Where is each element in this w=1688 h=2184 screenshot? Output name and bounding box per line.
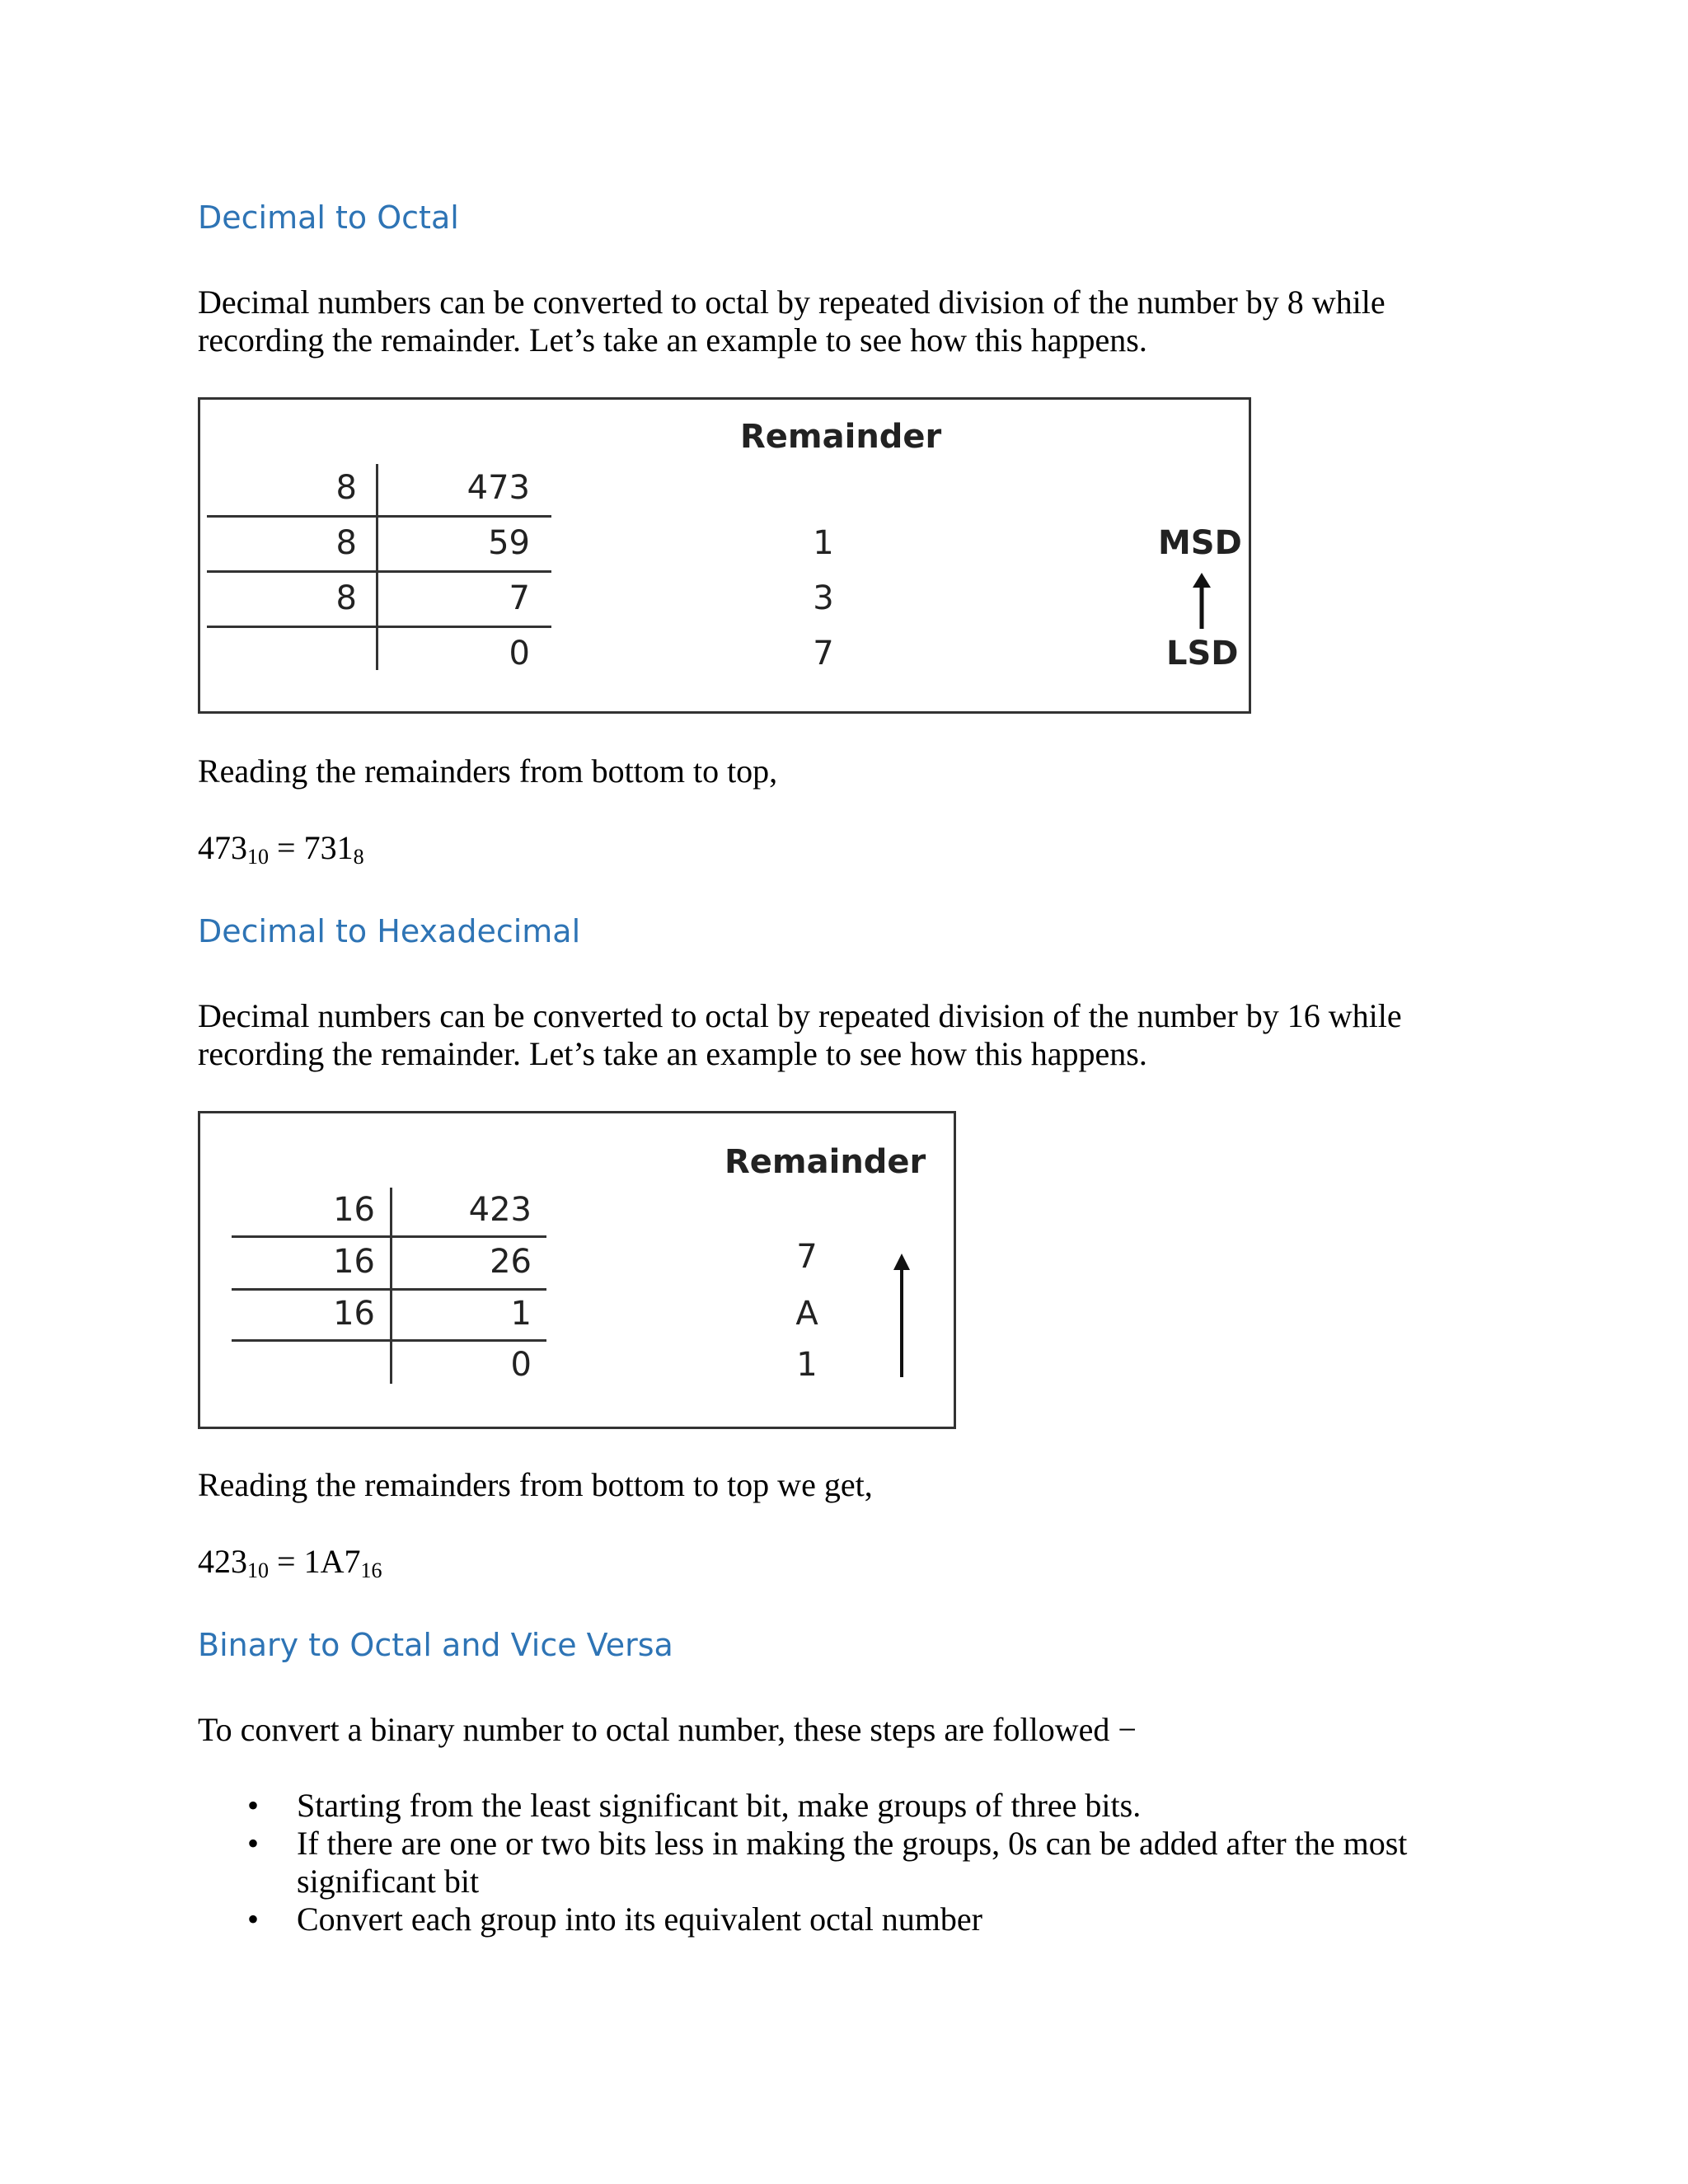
remainder-cell: 7: [796, 1238, 818, 1276]
division-vertical-line: [390, 1188, 392, 1384]
step-text: Starting from the least significant bit, make groups of three bits.: [297, 1787, 1142, 1824]
list-item: [198, 1900, 1451, 1938]
arrow-up-icon: [1189, 573, 1214, 630]
dividend-cell: 26: [490, 1243, 532, 1281]
equation-equals: =: [269, 1543, 304, 1580]
paragraph-binary-octal-intro: To convert a binary number to octal number, these steps are followed −: [198, 1711, 1137, 1748]
arrow-up-icon: [889, 1254, 914, 1379]
remainder-label: Remainder: [724, 1143, 926, 1181]
step-text: If there are one or two bits less in making the groups, 0s can be added after the most significant bit: [297, 1825, 1408, 1900]
steps-list: [198, 1787, 1451, 1938]
equation-rhs: 731: [303, 829, 354, 866]
paragraph-hex-reading: Reading the remainders from bottom to top we get,: [198, 1466, 873, 1503]
dividend-cell: 59: [488, 524, 530, 562]
equation-rhs-base: 8: [353, 845, 364, 869]
equation-equals: =: [269, 829, 304, 866]
equation-lhs: 423: [198, 1543, 247, 1580]
dividend-cell: 0: [510, 1346, 532, 1384]
dividend-cell: 473: [467, 469, 530, 507]
bullet-icon: •: [247, 1787, 260, 1824]
equation-rhs: 1A7: [303, 1543, 361, 1580]
bullet-icon: •: [247, 1825, 260, 1862]
figure-hex-division: [198, 1111, 956, 1429]
remainder-cell: 1: [813, 524, 834, 562]
division-line: [207, 515, 551, 518]
lsd-label: LSD: [1166, 635, 1239, 673]
divisor-cell: 8: [335, 469, 357, 507]
remainder-cell: A: [795, 1295, 818, 1333]
dividend-cell: 7: [509, 579, 530, 617]
bullet-icon: •: [247, 1900, 260, 1938]
dividend-cell: 1: [510, 1295, 532, 1333]
division-line: [207, 570, 551, 573]
step-text: Convert each group into its equivalent octal number: [297, 1900, 982, 1938]
dividend-cell: 0: [509, 635, 530, 673]
division-line: [207, 626, 551, 628]
remainder-cell: 7: [813, 635, 834, 673]
divisor-cell: 16: [333, 1243, 375, 1281]
dividend-cell: 423: [468, 1191, 532, 1229]
divisor-cell: 8: [335, 579, 357, 617]
figure-octal-division: [198, 397, 1251, 714]
division-line: [232, 1339, 546, 1342]
paragraph-hex-intro: Decimal numbers can be converted to octal by repeated division of the number by 16 while recording the remainder. Let’s take an example to see how this happens.: [198, 997, 1402, 1072]
equation-lhs: 473: [198, 829, 247, 866]
equation-hex-result: [198, 1542, 382, 1581]
list-item: [198, 1787, 1451, 1825]
remainder-cell: 1: [796, 1346, 818, 1384]
remainder-cell: 3: [813, 579, 834, 617]
heading-binary-to-octal: Binary to Octal and Vice Versa: [198, 1627, 673, 1663]
list-item: [198, 1825, 1451, 1900]
divisor-cell: 16: [333, 1295, 375, 1333]
paragraph-octal-intro: Decimal numbers can be converted to octal by repeated division of the number by 8 while recording the remainder. Let’s take an example to see how this happens.: [198, 284, 1386, 359]
equation-octal-result: [198, 828, 364, 867]
msd-label: MSD: [1158, 524, 1242, 562]
remainder-label: Remainder: [740, 418, 942, 456]
divisor-cell: 8: [335, 524, 357, 562]
paragraph-octal-reading: Reading the remainders from bottom to top,: [198, 752, 778, 790]
equation-rhs-base: 16: [360, 1558, 382, 1582]
equation-lhs-base: 10: [247, 1558, 269, 1582]
divisor-cell: 16: [333, 1191, 375, 1229]
division-vertical-line: [376, 464, 378, 670]
division-line: [232, 1288, 546, 1291]
equation-lhs-base: 10: [247, 845, 269, 869]
heading-decimal-to-hexadecimal: Decimal to Hexadecimal: [198, 913, 581, 949]
heading-decimal-to-octal: Decimal to Octal: [198, 199, 459, 236]
division-line: [232, 1235, 546, 1238]
